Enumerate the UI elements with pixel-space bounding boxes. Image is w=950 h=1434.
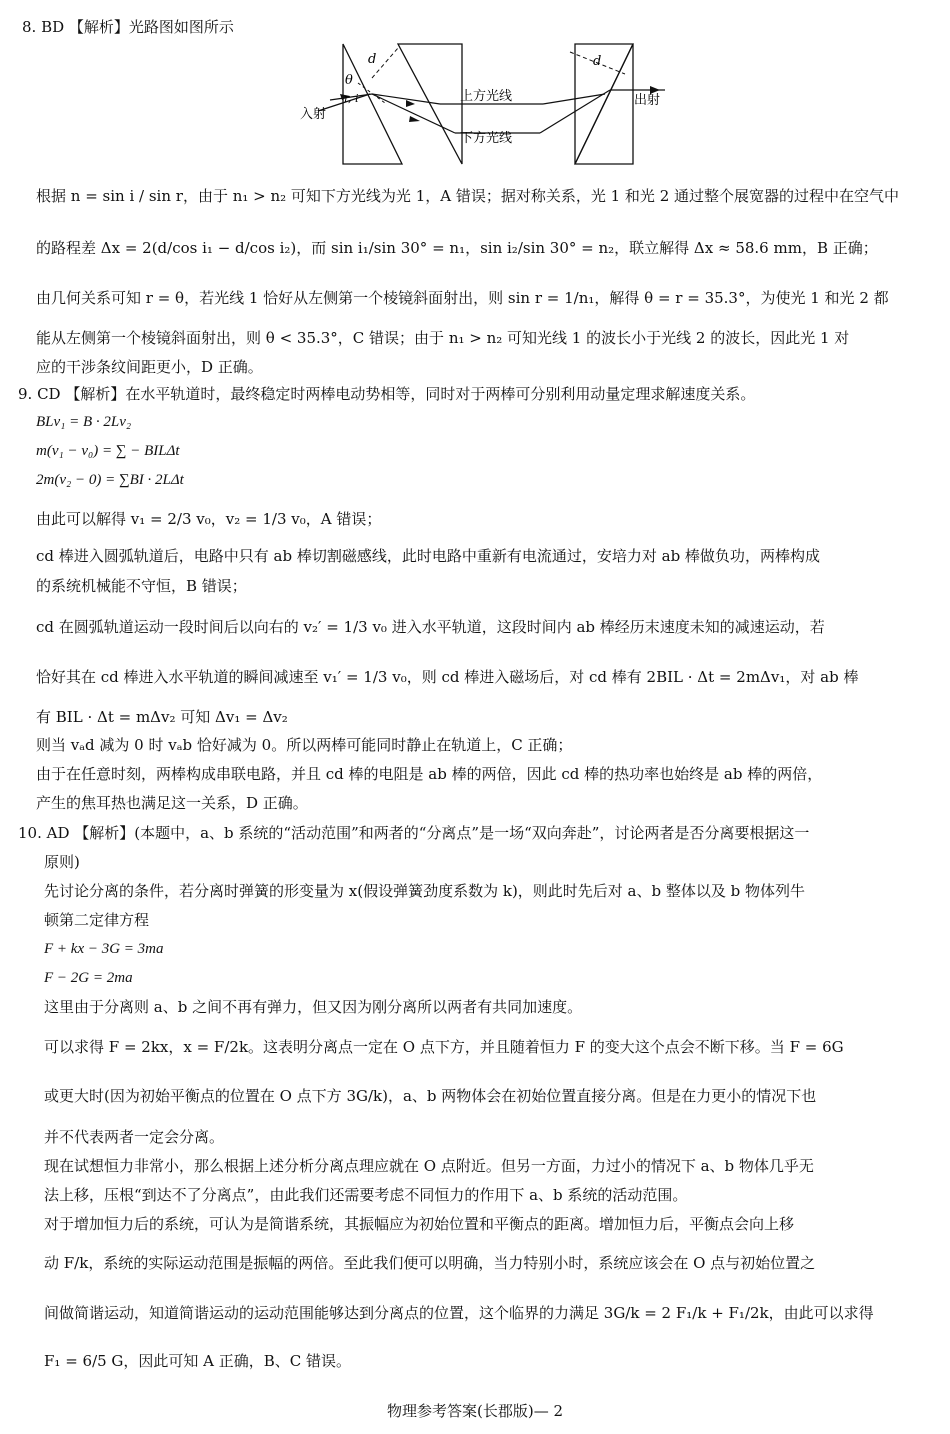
q9-line-10: 则当 vₐd 减为 0 时 vₐb 恰好减为 0。所以两棒可能同时静止在轨道上，C 正确； — [36, 736, 573, 754]
q10-line-15: F₁ = 6/5 G，因此可知 A 正确，B、C 错误。 — [44, 1352, 352, 1370]
q10-line-12: 对于增加恒力后的系统，可认为是简谐系统，其振幅应为初始位置和平衡点的距离。增加恒力后，平衡点会向上移 — [44, 1215, 795, 1233]
q9-line-4: 由此可以解得 v₁ = 2/3 v₀，v₂ = 1/3 v₀，A 错误； — [36, 510, 382, 528]
q9-line-6: 的系统机械能不守恒，B 错误； — [36, 577, 247, 595]
q8-heading: 8. BD 【解析】光路图如图所示 — [22, 18, 234, 36]
q8-line-4: 能从左侧第一个棱镜斜面射出，则 θ < 35.3°，C 错误；由于 n₁ > n₂ 可知光线 1 的波长小于光线 2 的波长，因此光 1 对 — [36, 329, 850, 347]
label-theta: θ — [345, 73, 353, 88]
label-incident: 入射 — [300, 107, 327, 122]
q10-line-6: 这里由于分离则 a、b 之间不再有弹力，但又因为刚分离所以两者有共同加速度。 — [44, 998, 583, 1016]
q10-eq-2: F − 2G = 2ma — [44, 970, 133, 986]
q10-line-9: 并不代表两者一定会分离。 — [44, 1128, 225, 1146]
q9-line-7: cd 在圆弧轨道运动一段时间后以向右的 v₂′ = 1/3 v₀ 进入水平轨道，这段时间内 ab 棒经历末速度未知的减速运动，若 — [36, 618, 825, 636]
q10-eq-1: F + kx − 3G = 3ma — [44, 941, 164, 957]
label-exit: 出射 — [634, 93, 661, 108]
q10-line-14: 间做简谐运动，知道简谐运动的运动范围能够达到分离点的位置，这个临界的力满足 3G/k = 2 F₁/k + F₁/2k，由此可以求得 — [44, 1304, 874, 1322]
page-footer: 物理参考答案(长郡版)— 2 — [386, 1402, 564, 1420]
q9-line-5: cd 棒进入圆弧轨道后，电路中只有 ab 棒切割磁感线，此时电路中重新有电流通过，安培力对 ab 棒做负功，两棒构成 — [36, 547, 820, 565]
q8-line-1: 根据 n = sin i / sin r，由于 n₁ > n₂ 可知下方光线为光 1，A 错误；据对称关系，光 1 和光 2 通过整个展宽器的过程中在空气中 — [36, 187, 900, 205]
q10-line-7: 可以求得 F = 2kx，x = F/2k。这表明分离点一定在 O 点下方，并且随着恒力 F 的变大这个点会不断下移。当 F = 6G — [44, 1038, 844, 1056]
q8-line-3: 由几何关系可知 r = θ，若光线 1 恰好从左侧第一个棱镜斜面射出，则 sin r = 1/n₁，解得 θ = r = 35.3°，为使光 1 和光 2 都 — [36, 289, 889, 307]
q10-heading: 10. AD 【解析】(本题中，a、b 系统的“活动范围”和两者的“分离点”是一场“双向奔赴”，讨论两者是否分离要根据这一 — [18, 824, 810, 842]
q10-line-8: 或更大时(因为初始平衡点的位置在 O 点下方 3G/k)，a、b 两物体会在初始位置直接分离。但是在力更小的情况下也 — [44, 1087, 817, 1105]
q10-line-13: 动 F/k，系统的实际运动范围是振幅的两倍。至此我们便可以明确，当力特别小时，系统应该会在 O 点与初始位置之 — [44, 1254, 816, 1272]
q10-line-2: 先讨论分离的条件，若分离时弹簧的形变量为 x(假设弹簧劲度系数为 k)，则此时先后对 a、b 整体以及 b 物体列牛 — [44, 882, 806, 900]
q9-line-9: 有 BIL · Δt = mΔv₂ 可知 Δv₁ = Δv₂ — [36, 708, 288, 726]
q9-heading: 9. CD 【解析】在水平轨道时，最终稳定时两棒电动势相等，同时对于两棒可分别利用动量定理求解速度关系。 — [18, 385, 756, 403]
q9-eq-1: BLv₁ = B · 2Lv₂ — [36, 414, 132, 430]
label-r-i: r, i — [344, 92, 359, 105]
q9-eq-2: m(v₁ − v₀) = ∑ − BILΔt — [36, 443, 180, 459]
label-upper-ray: 上方光线 — [460, 89, 513, 104]
q9-line-8: 恰好其在 cd 棒进入水平轨道的瞬间减速至 v₁′ = 1/3 v₀，则 cd 棒进入磁场后，对 cd 棒有 2BIL · Δt = 2mΔv₁，对 ab 棒 — [36, 668, 859, 686]
q9-line-12: 产生的焦耳热也满足这一关系，D 正确。 — [36, 794, 308, 812]
q8-line-5: 应的干涉条纹间距更小，D 正确。 — [36, 358, 263, 376]
q9-line-11: 由于在任意时刻，两棒构成串联电路，并且 cd 棒的电阻是 ab 棒的两倍，因此 cd 棒的热功率也始终是 ab 棒的两倍， — [36, 765, 823, 783]
label-d-left: d — [368, 52, 377, 67]
q9-eq-3: 2m(v₂ − 0) = ∑BI · 2LΔt — [36, 472, 184, 488]
q10-line-11: 法上移，压根“到达不了分离点”，由此我们还需要考虑不同恒力的作用下 a、b 系统的活动范围。 — [44, 1186, 688, 1204]
label-d-right: d — [593, 54, 602, 69]
q10-line-10: 现在试想恒力非常小，那么根据上述分析分离点理应就在 O 点附近。但另一方面，力过小的情况下 a、b 物体几乎无 — [44, 1157, 814, 1175]
q10-line-3: 顿第二定律方程 — [44, 911, 150, 929]
q8-line-2: 的路程差 Δx = 2(d/cos i₁ − d/cos i₂)，而 sin i₁/sin 30° = n₁，sin i₂/sin 30° = n₂，联立解得 Δx ≈ 58.6 mm，B 正确； — [36, 239, 878, 257]
label-lower-ray: 下方光线 — [460, 131, 513, 146]
q10-line-1: 原则) — [44, 853, 80, 871]
